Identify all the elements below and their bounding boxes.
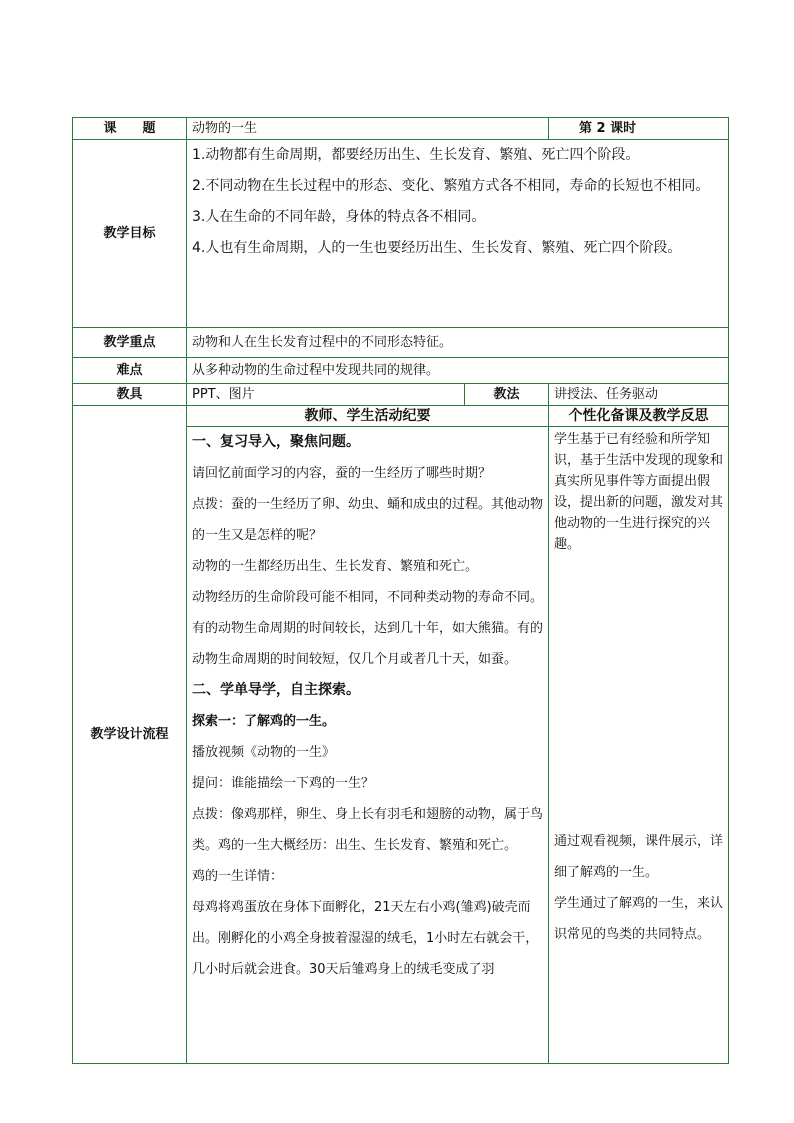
difficulty-value: 从多种动物的生命过程中发现共同的规律。: [187, 358, 729, 384]
activity-paragraph: 播放视频《动物的一生》: [192, 745, 336, 760]
materials-row: [73, 384, 729, 406]
flow-notes-cell: [549, 406, 729, 1064]
topic-row: [73, 118, 729, 140]
activity-paragraph: 点拨：像鸡那样，卵生、身上长有羽毛和翅膀的动物，属于鸟类。鸡的一生大概经历：出生、生长发育、繁殖和死亡。: [192, 807, 544, 853]
key-points-row: [73, 328, 729, 358]
objectives-label: 教学目标: [73, 140, 187, 328]
reflection-note: 通过观看视频，课件展示，详细了解鸡的一生。: [554, 834, 724, 880]
section-heading: 二、学单导学，自主探索。: [192, 682, 360, 698]
objective-item: 1.动物都有生命周期，都要经历出生、生长发育、繁殖、死亡四个阶段。: [192, 147, 640, 163]
lesson-number: 第 2 课时: [549, 118, 729, 140]
objectives-row: [73, 140, 729, 328]
flow-label: 教学设计流程: [73, 406, 187, 1064]
key-points-value: 动物和人在生长发育过程中的不同形态特征。: [187, 328, 729, 358]
reflection-note: 学生通过了解鸡的一生，来认识常见的鸟类的共同特点。: [554, 896, 724, 942]
flow-row: [73, 406, 729, 1064]
difficulty-row: [73, 358, 729, 384]
objective-item: 3.人在生命的不同年龄，身体的特点各不相同。: [192, 209, 486, 225]
subsection-heading: 探索一：了解鸡的一生。: [192, 714, 336, 729]
topic-value: 动物的一生: [187, 118, 549, 140]
method-value: 讲授法、任务驱动: [549, 384, 729, 406]
reflection-note: 学生基于已有经验和所学知识，基于生活中发现的现象和真实所见事件等方面提出假设，提出新的问题，激发对其他动物的一生进行探究的兴趣。: [554, 432, 724, 552]
activity-paragraph: 点拨：蚕的一生经历了卵、幼虫、蛹和成虫的过程。其他动物的一生又是怎样的呢？: [192, 497, 544, 543]
activity-column-header: 教师、学生活动纪要: [304, 408, 431, 424]
difficulty-label: 难点: [73, 358, 187, 384]
activity-paragraph: 动物的一生都经历出生、生长发育、繁殖和死亡。: [192, 559, 479, 574]
key-points-label: 教学重点: [73, 328, 187, 358]
materials-label: 教具: [73, 384, 187, 406]
activity-paragraph: 动物经历的生命阶段可能不相同，不同种类动物的寿命不同。有的动物生命周期的时间较长，达到几十年，如大熊猫。有的动物生命周期的时间较短，仅几个月或者几十天，如蚕。: [192, 590, 544, 667]
method-label: 教法: [465, 384, 549, 406]
topic-label: 课 题: [73, 118, 187, 140]
flow-activity-cell: [187, 406, 549, 1064]
notes-column-header: 个性化备课及教学反思: [568, 408, 709, 424]
header-divider: [549, 426, 728, 427]
section-heading: 一、复习导入，聚焦问题。: [192, 434, 360, 450]
objective-item: 2.不同动物在生长过程中的形态、变化、繁殖方式各不相同，寿命的长短也不相同。: [192, 178, 710, 194]
activity-paragraph: 母鸡将鸡蛋放在身体下面孵化，21天左右小鸡(雏鸡)破壳而出。刚孵化的小鸡全身披着湿湿的绒毛，1小时左右就会干，几小时后就会进食。30天后雏鸡身上的绒毛变成了羽: [192, 900, 539, 977]
activity-list: [192, 427, 543, 985]
activity-paragraph: 提问：谁能描绘一下鸡的一生？: [192, 776, 375, 791]
materials-value: PPT、图片: [187, 384, 465, 406]
activity-paragraph: 鸡的一生详情：: [192, 869, 284, 884]
objectives-list: [187, 140, 729, 328]
lesson-plan-table: [72, 117, 729, 1064]
objective-item: 4.人也有生命周期，人的一生也要经历出生、生长发育、繁殖、死亡四个阶段。: [192, 240, 682, 256]
activity-paragraph: 请回忆前面学习的内容，蚕的一生经历了哪些时期？: [192, 466, 492, 481]
